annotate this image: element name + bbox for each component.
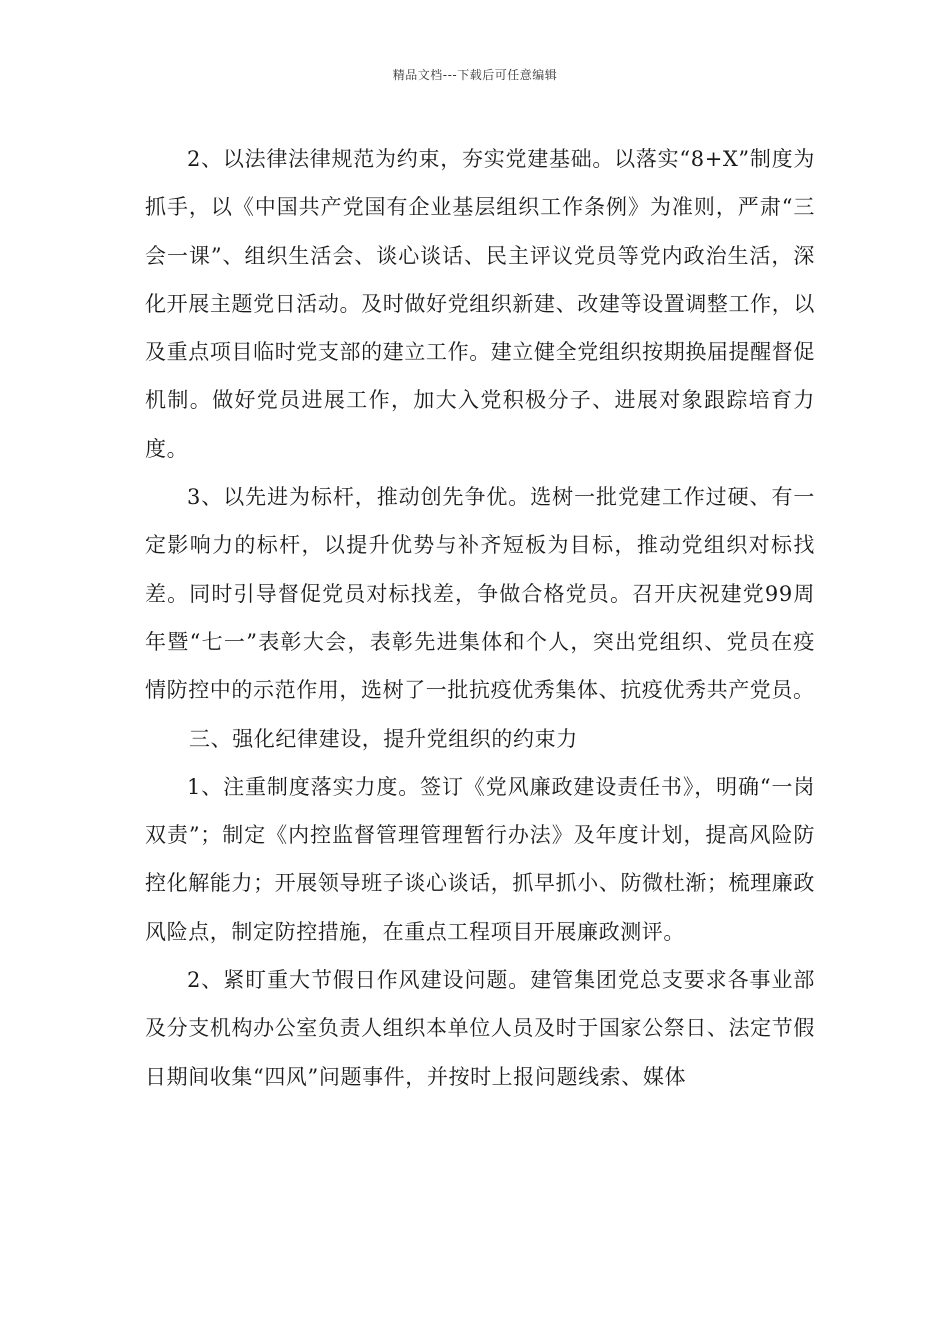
paragraph-system-implementation: 1、注重制度落实力度。签订《党风廉政建设责任书》，明确“一岗双责”；制定《内控监督管理管理暂行办法》及年度计划，提高风险防控化解能力；开展领导班子谈心谈话，抓早抓小、防微杜渐；梳理廉政风险点，制定防控措施，在重点工程项目开展廉政测评。 <box>145 774 815 944</box>
paragraph-holiday-conduct: 2、紧盯重大节假日作风建设问题。建管集团党总支要求各事业部及分支机构办公室负责人组织本单位人员及时于国家公祭日、法定节假日期间收集“四风”问题事件，并按时上报问题线索、媒体 <box>145 968 815 1089</box>
paragraph-benchmark-excellence: 3、以先进为标杆，推动创先争优。选树一批党建工作过硬、有一定影响力的标杆，以提升优势与补齐短板为目标，推动党组织对标找差。同时引导督促党员对标找差，争做合格党员。召开庆祝建党99周年暨“七一”表彰大会，表彰先进集体和个人，突出党组织、党员在疫情防控中的示范作用，选树了一批抗疫优秀集体、抗疫优秀共产党员。 <box>145 485 815 703</box>
page-header: 精品文档---下载后可任意编辑 <box>392 68 558 82</box>
paragraph-party-building-foundation: 2、以法律法律规范为约束，夯实党建基础。以落实“8+X”制度为抓手，以《中国共产党国有企业基层组织工作条例》为准则，严肃“三会一课”、组织生活会、谈心谈话、民主评议党员等党内政治生活，深化开展主题党日活动。及时做好党组织新建、改建等设置调整工作，以及重点项目临时党支部的建立工作。建立健全党组织按期换届提醒督促机制。做好党员进展工作，加大入党积极分子、进展对象跟踪培育力度。 <box>145 147 815 461</box>
document-body <box>145 135 815 1101</box>
section-heading-discipline: 三、强化纪律建设，提升党组织的约束力 <box>189 726 578 751</box>
